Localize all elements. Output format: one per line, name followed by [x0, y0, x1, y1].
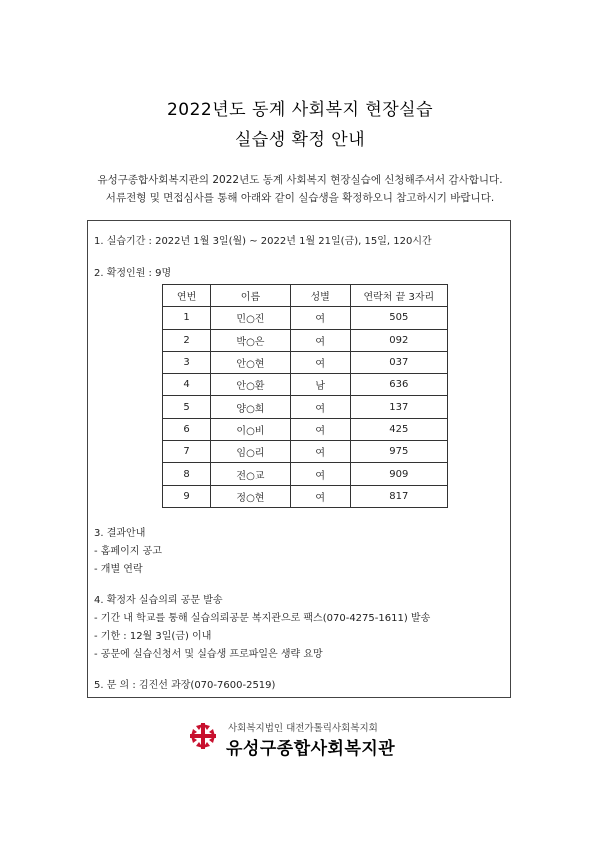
- header-contact: 연락처 끝 3자리: [350, 285, 447, 307]
- roster-table: [162, 284, 448, 508]
- cell-gender: 여: [290, 485, 350, 507]
- cell-gender: 여: [290, 418, 350, 440]
- cell-gender: 여: [290, 441, 350, 463]
- table-row: [163, 307, 448, 329]
- request-item: - 공문에 실습신청서 및 실습생 프로파일은 생략 요망: [94, 649, 323, 660]
- cell-number: 3: [163, 351, 211, 373]
- cell-number: 9: [163, 485, 211, 507]
- cell-contact: 137: [350, 396, 447, 418]
- organization-subtitle: 사회복지법인 대전가톨릭사회복지회: [228, 723, 378, 734]
- results-item: - 개별 연락: [94, 564, 143, 575]
- cell-name: 박○은: [211, 329, 291, 351]
- cell-contact: 817: [350, 485, 447, 507]
- table-row: [163, 418, 448, 440]
- results-title: 3. 결과안내: [94, 528, 146, 539]
- cell-number: 5: [163, 396, 211, 418]
- cell-contact: 636: [350, 374, 447, 396]
- table-row: [163, 351, 448, 373]
- contact-line: 5. 문 의 : 김진선 과장(070-7600-2519): [94, 680, 276, 691]
- header-gender: 성별: [290, 285, 350, 307]
- cell-contact: 975: [350, 441, 447, 463]
- header-number: 연번: [163, 285, 211, 307]
- table-row: [163, 485, 448, 507]
- results-item: - 홈페이지 공고: [94, 546, 162, 557]
- cell-contact: 505: [350, 307, 447, 329]
- intro-line-2: 서류전형 및 면접심사를 통해 아래와 같이 실습생을 확정하오니 참고하시기 바랍니다.: [105, 192, 495, 204]
- table-row: [163, 396, 448, 418]
- table-row: [163, 374, 448, 396]
- table-header-row: [163, 285, 448, 307]
- cell-contact: 037: [350, 351, 447, 373]
- cell-name: 민○진: [211, 307, 291, 329]
- cell-gender: 여: [290, 396, 350, 418]
- cell-name: 안○현: [211, 351, 291, 373]
- cell-gender: 여: [290, 351, 350, 373]
- table-row: [163, 463, 448, 485]
- page-title: 2022년도 동계 사회복지 현장실습: [166, 100, 434, 120]
- confirmed-count-line: 2. 확정인원 : 9명: [94, 268, 172, 279]
- cell-name: 전○교: [211, 463, 291, 485]
- cell-number: 8: [163, 463, 211, 485]
- cell-number: 4: [163, 374, 211, 396]
- request-item: - 기간 내 학교를 통해 실습의뢰공문 복지관으로 팩스(070-4275-1611) 발송: [94, 613, 431, 624]
- cell-contact: 092: [350, 329, 447, 351]
- intro-paragraph: [0, 171, 600, 207]
- cell-name: 양○희: [211, 396, 291, 418]
- page-subtitle: 실습생 확정 안내: [234, 130, 366, 150]
- cell-name: 안○환: [211, 374, 291, 396]
- cell-name: 임○리: [211, 441, 291, 463]
- cell-gender: 여: [290, 463, 350, 485]
- cell-gender: 남: [290, 374, 350, 396]
- request-item: - 기한 : 12월 3일(금) 이내: [94, 631, 212, 642]
- cell-name: 정○현: [211, 485, 291, 507]
- cell-number: 2: [163, 329, 211, 351]
- cell-name: 이○비: [211, 418, 291, 440]
- cell-number: 1: [163, 307, 211, 329]
- request-title: 4. 확정자 실습의뢰 공문 발송: [94, 595, 223, 606]
- caritas-cross-icon: [188, 721, 218, 751]
- organization-name: 유성구종합사회복지관: [226, 739, 396, 759]
- cell-gender: 여: [290, 307, 350, 329]
- table-row: [163, 441, 448, 463]
- cell-gender: 여: [290, 329, 350, 351]
- table-row: [163, 329, 448, 351]
- cell-contact: 909: [350, 463, 447, 485]
- header-name: 이름: [211, 285, 291, 307]
- cell-number: 6: [163, 418, 211, 440]
- cell-contact: 425: [350, 418, 447, 440]
- intro-line-1: 유성구종합사회복지관의 2022년도 동계 사회복지 현장실습에 신청해주셔서 감사합니다.: [97, 174, 503, 186]
- cell-number: 7: [163, 441, 211, 463]
- period-line: 1. 실습기간 : 2022년 1월 3일(월) ~ 2022년 1월 21일(금), 15일, 120시간: [94, 236, 432, 247]
